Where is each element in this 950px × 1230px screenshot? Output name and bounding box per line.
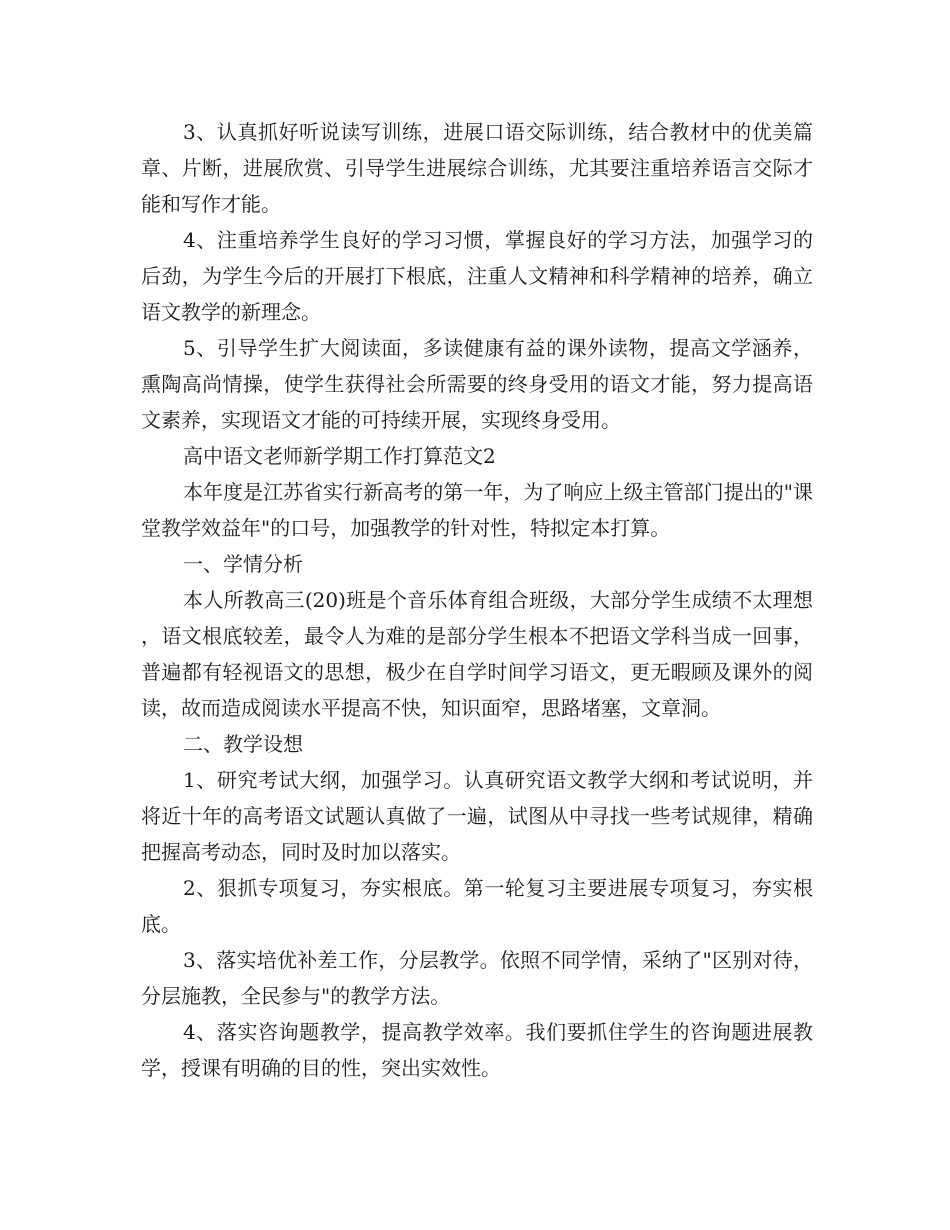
paragraph-plan-2: 2、狠抓专项复习，夯实根底。第一轮复习主要进展专项复习，夯实根底。 <box>141 876 813 936</box>
section-title-sample-2: 高中语文老师新学期工作打算范文2 <box>183 444 496 468</box>
heading-teaching-plan: 二、教学设想 <box>183 732 303 756</box>
paragraph-plan-3: 3、落实培优补差工作，分层教学。依照不同学情，采纳了"区别对待，分层施教，全民参与"的教学方法。 <box>141 948 813 1008</box>
paragraph-item-3-training: 3、认真抓好听说读写训练，进展口语交际训练，结合教材中的优美篇章、片断，进展欣赏、引导学生进展综合训练，尤其要注重培养语言交际才能和写作才能。 <box>141 120 813 216</box>
paragraph-item-4-habits: 4、注重培养学生良好的学习习惯，掌握良好的学习方法，加强学习的后劲，为学生今后的开展打下根底，注重人文精神和科学精神的培养，确立语文教学的新理念。 <box>141 228 813 324</box>
paragraph-item-5-reading: 5、引导学生扩大阅读面，多读健康有益的课外读物，提高文学涵养，熏陶高尚情操，使学生获得社会所需要的终身受用的语文才能，努力提高语文素养，实现语文才能的可持续开展，实现终身受用。 <box>141 336 813 432</box>
paragraph-situation-analysis: 本人所教高三(20)班是个音乐体育组合班级，大部分学生成绩不太理想，语文根底较差，最令人为难的是部分学生根本不把语文学科当成一回事，普遍都有轻视语文的思想，极少在自学时间学习语文，更无暇顾及课外的阅读，故而造成阅读水平提高不快，知识面窄，思路堵塞，文章洞。 <box>141 588 813 720</box>
paragraph-plan-1: 1、研究考试大纲，加强学习。认真研究语文教学大纲和考试说明，并将近十年的高考语文试题认真做了一遍，试图从中寻找一些考试规律，精确把握高考动态，同时及时加以落实。 <box>141 768 813 864</box>
document-body <box>141 114 813 1086</box>
paragraph-plan-4: 4、落实咨询题教学，提高教学效率。我们要抓住学生的咨询题进展教学，授课有明确的目的性，突出实效性。 <box>141 1020 813 1080</box>
paragraph-intro: 本年度是江苏省实行新高考的第一年，为了响应上级主管部门提出的"课堂教学效益年"的口号，加强教学的针对性，特拟定本打算。 <box>141 480 813 540</box>
heading-situation-analysis: 一、学情分析 <box>183 552 303 576</box>
